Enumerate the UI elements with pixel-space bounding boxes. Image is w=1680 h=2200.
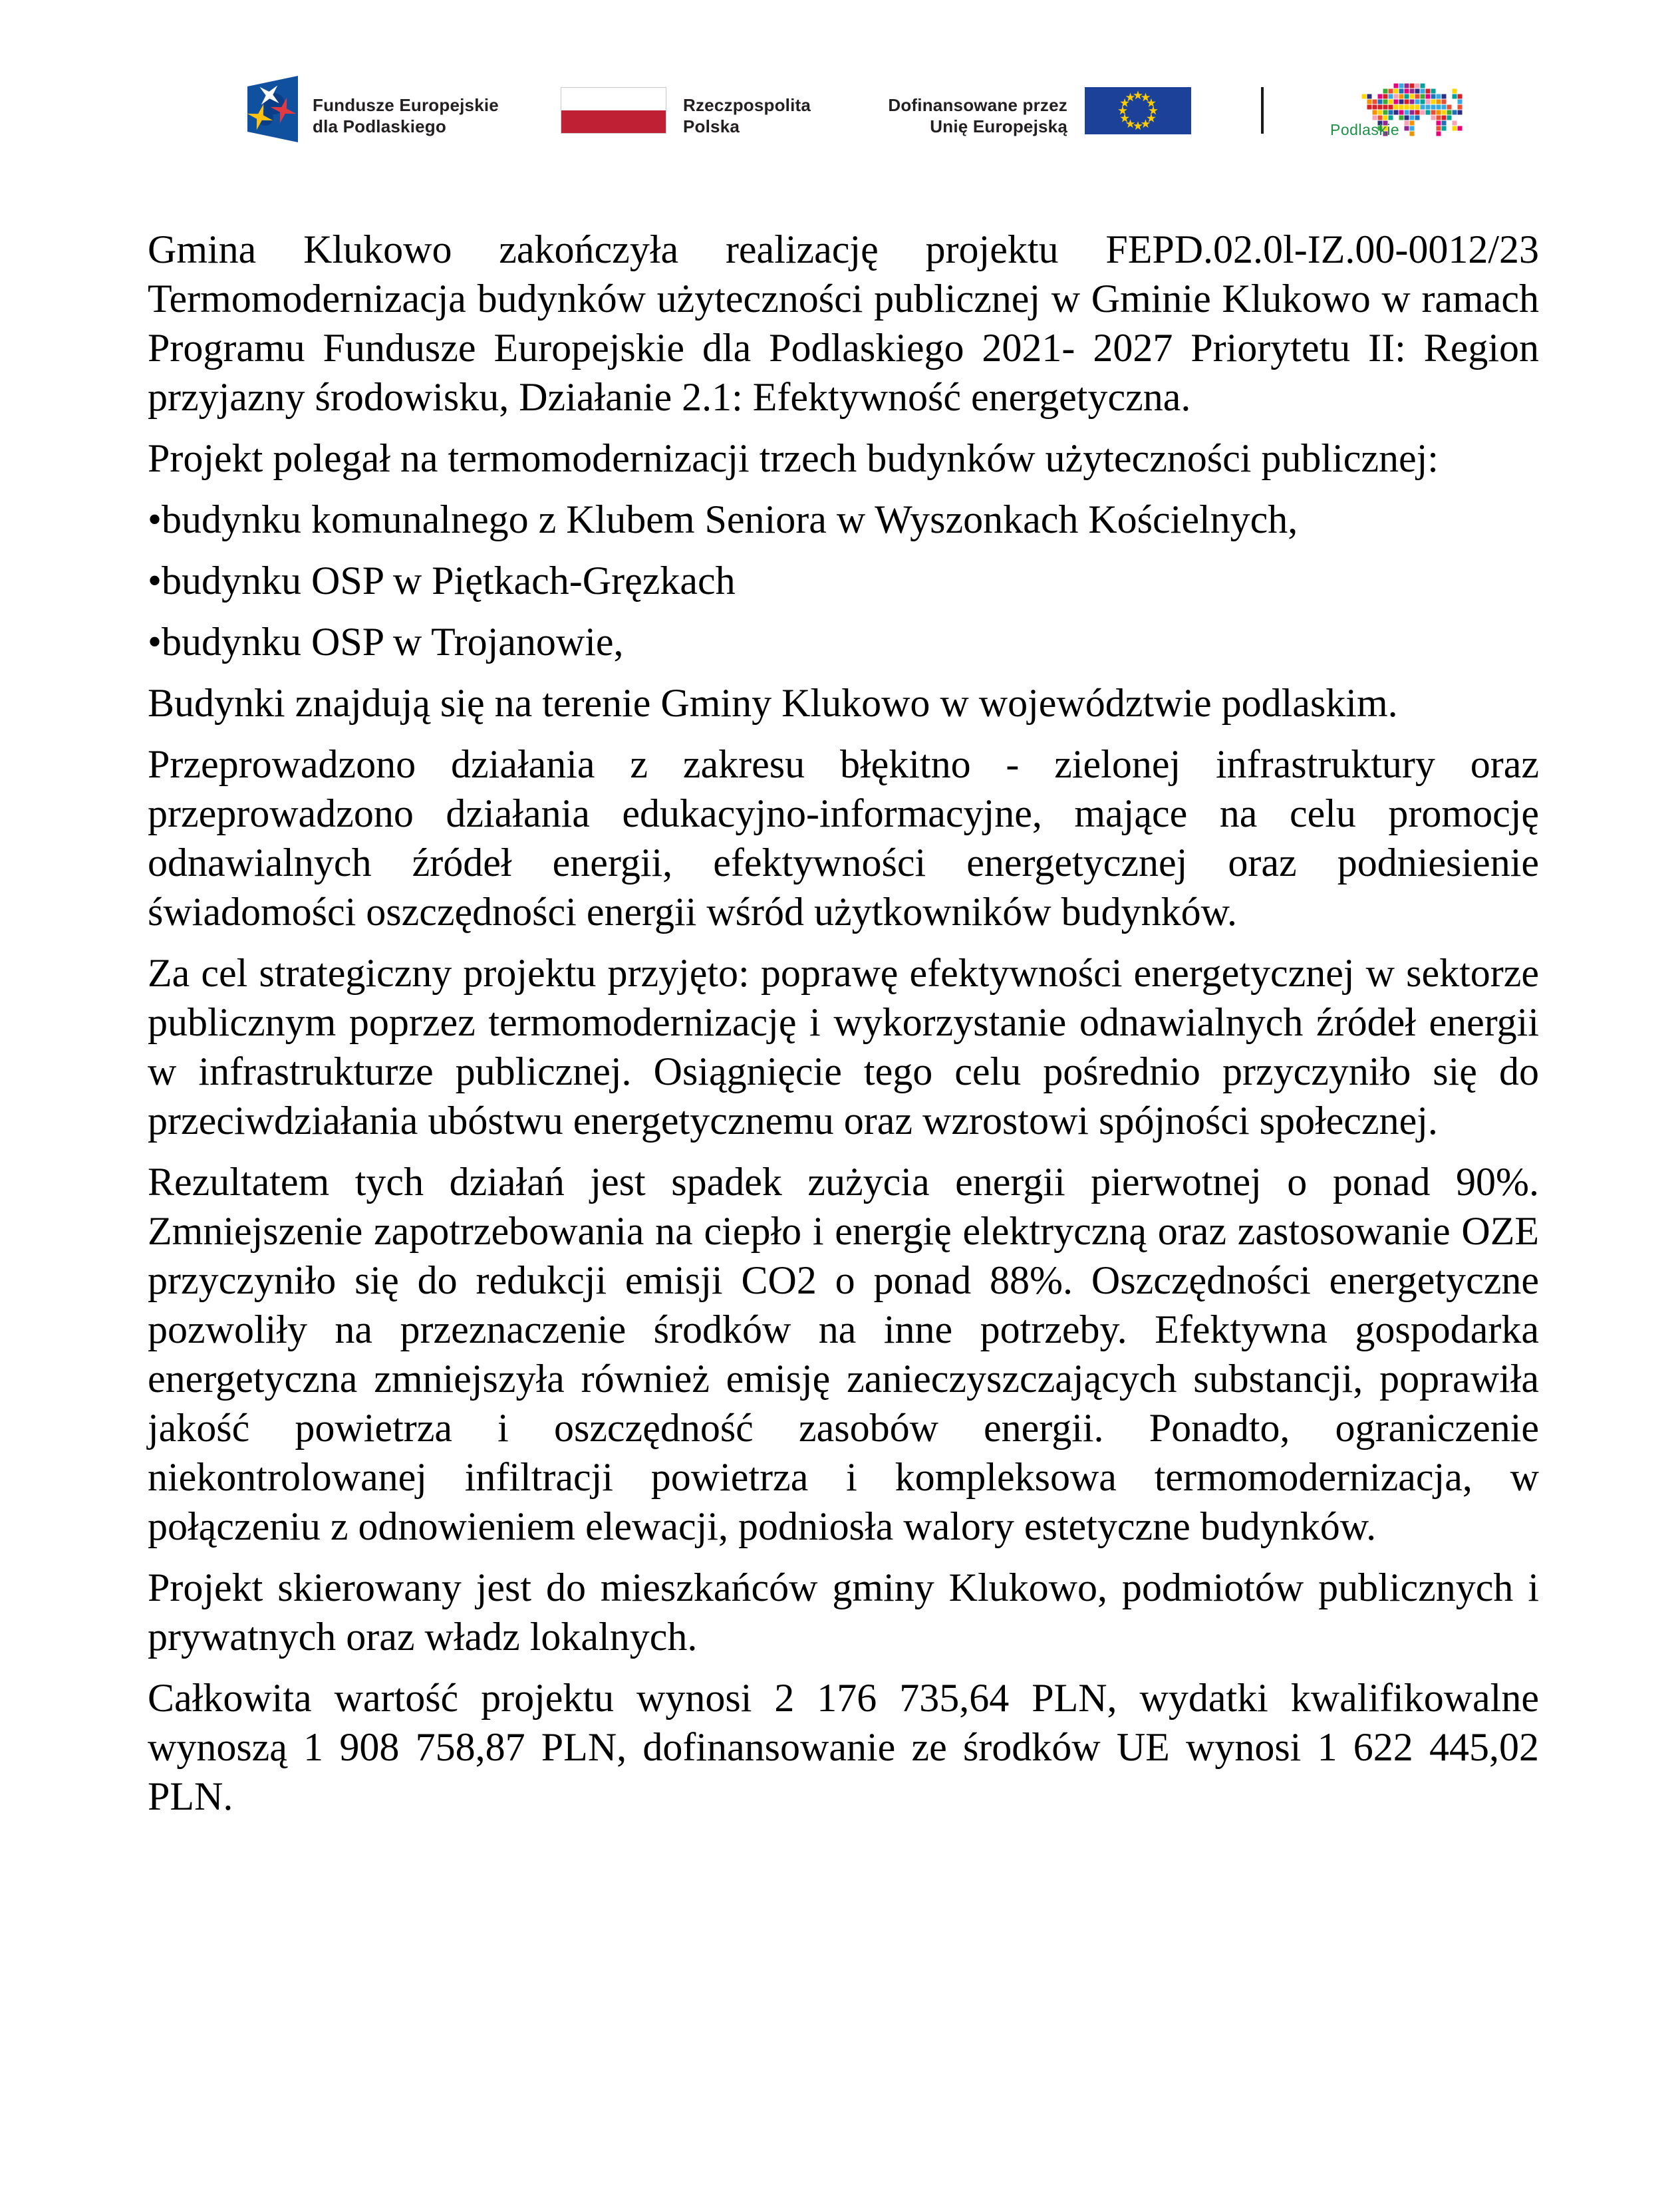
fe-logo-label-line2: dla Podlaskiego: [313, 116, 446, 136]
podlaskie-label: Podlaskie: [1330, 121, 1400, 138]
paragraph: Gmina Klukowo zakończyła realizację projektu FEPD.02.0l-IZ.00-0012/23 Termomodernizacja budynków użyteczności publicznej w Gminie Klukowo w ramach Programu Fundusze Europejskie dla Podlaskiego 2021- 2027 Priorytetu II: Region przyjazny środowisku, Działanie 2.1: Efektywność energetyczna.: [148, 227, 1539, 419]
logo-divider: [1261, 87, 1264, 134]
fe-logo-label: [313, 94, 499, 137]
paragraph: Budynki znajdują się na terenie Gminy Klukowo w województwie podlaskim.: [148, 681, 1398, 725]
poland-label: [683, 94, 811, 137]
poland-label-line2: Polska: [683, 116, 740, 136]
paragraph: Całkowita wartość projektu wynosi 2 176 735,64 PLN, wydatki kwalifikowalne wynoszą 1 908 758,87 PLN, dofinansowanie ze środków UE wynosi 1 622 445,02 PLN.: [148, 1676, 1539, 1818]
paragraph: Projekt polegał na termomodernizacji trzech budynków użyteczności publicznej:: [148, 436, 1439, 480]
poland-flag-icon: [561, 87, 666, 134]
paragraph: Przeprowadzono działania z zakresu błękitno - zielonej infrastruktury oraz przeprowadzono działania edukacyjno-informacyjne, mające na celu promocję odnawialnych źródeł energii, efektywności energetycznej oraz podniesienie świadomości oszczędności energii wśród użytkowników budynków.: [148, 742, 1539, 934]
poland-flag-red-stripe: [561, 110, 666, 133]
fe-logo-label-line1: Fundusze Europejskie: [313, 95, 499, 115]
document-body: [148, 225, 1539, 1833]
podlaskie-logo: [1330, 78, 1476, 142]
paragraph: Za cel strategiczny projektu przyjęto: poprawę efektywności energetycznej w sektorze publicznym poprzez termomodernizację i wykorzystanie odnawialnych źródeł energii w infrastrukturze publicznej. Osiągnięcie tego celu pośrednio przyczyniło się do przeciwdziałania ubóstwu energetycznemu oraz wzrostowi spójności społecznej.: [148, 951, 1539, 1143]
poland-flag-white-stripe: [561, 88, 666, 110]
bullet-item: •budynku OSP w Trojanowie,: [148, 620, 624, 664]
eu-funding-label: [838, 94, 1067, 137]
bullet-item: •budynku OSP w Piętkach-Gręzkach: [148, 559, 736, 603]
fe-emblem-icon: [247, 76, 298, 142]
eu-funding-label-line1: Dofinansowane przez: [888, 95, 1067, 115]
bullet-item: •budynku komunalnego z Klubem Seniora w Wyszonkach Kościelnych,: [148, 497, 1298, 541]
paragraph: Projekt skierowany jest do mieszkańców gminy Klukowo, podmiotów publicznych i prywatnych oraz władz lokalnych.: [148, 1566, 1539, 1659]
eu-funding-label-line2: Unię Europejską: [930, 116, 1067, 136]
poland-label-line1: Rzeczpospolita: [683, 95, 811, 115]
paragraph: Rezultatem tych działań jest spadek zużycia energii pierwotnej o ponad 90%. Zmniejszenie zapotrzebowania na ciepło i energię elektryczną oraz zastosowanie OZE przyczyniło się do redukcji emisji CO2 o ponad 88%. Oszczędności energetyczne pozwoliły na przeznaczenie środków na inne potrzeby. Efektywna gospodarka energetyczna zmniejszyła również emisję zanieczyszczających substancji, poprawiła jakość powietrza i oszczędność zasobów energii. Ponadto, ograniczenie niekontrolowanej infiltracji powietrza i kompleksowa termomodernizacja, w połączeniu z odnowieniem elewacji, podniosła walory estetyczne budynków.: [148, 1160, 1539, 1548]
eu-flag-icon: [1085, 87, 1191, 134]
